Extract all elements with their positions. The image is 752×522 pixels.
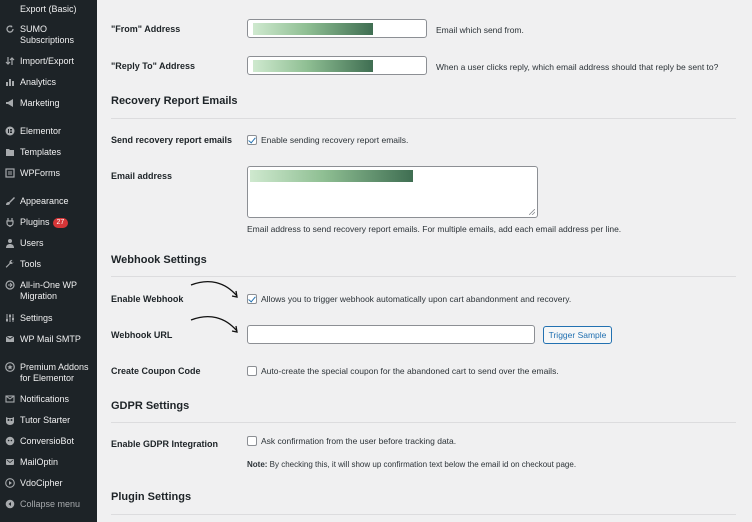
plugins-update-badge: 27	[53, 218, 69, 228]
sidebar-item-premium-addons[interactable]	[0, 362, 97, 384]
sidebar-item-templates[interactable]	[0, 147, 97, 158]
gdpr-settings-heading: GDPR Settings	[111, 400, 190, 412]
email-address-label: Email address	[111, 171, 173, 181]
sidebar-item-label: WP Mail SMTP	[20, 334, 81, 344]
section-divider	[111, 422, 736, 423]
user-icon	[5, 238, 15, 248]
send-recovery-checkbox[interactable]	[247, 135, 257, 145]
section-divider	[111, 276, 736, 277]
reply-to-description: When a user clicks reply, which email address should that reply be sent to?	[436, 62, 719, 72]
collapse-icon	[5, 499, 15, 509]
envelope-icon	[5, 394, 15, 404]
sidebar-item-marketing[interactable]	[0, 98, 97, 109]
refresh-icon	[5, 24, 15, 34]
reply-to-label: "Reply To" Address	[111, 61, 196, 71]
collapse-menu-label: Collapse menu	[20, 499, 81, 509]
enable-gdpr-label: Enable GDPR Integration	[111, 439, 219, 449]
gdpr-note-text: By checking this, it will show up confirmation text below the email id on checkout page.	[267, 460, 577, 469]
gdpr-note	[247, 460, 576, 469]
sidebar-item-label: ConversioBot	[20, 436, 75, 446]
sidebar-item-label: MailOptin	[20, 457, 59, 467]
elementor-icon	[5, 126, 15, 136]
settings-sliders-icon	[5, 313, 15, 323]
reply-to-input[interactable]	[247, 56, 427, 75]
sidebar-item-label: Tutor Starter	[20, 415, 71, 425]
sidebar-item-settings[interactable]	[0, 313, 97, 324]
redacted-email	[250, 170, 413, 182]
wrench-icon	[5, 259, 15, 269]
create-coupon-label: Create Coupon Code	[111, 366, 201, 376]
sidebar-item-label: Import/Export	[20, 56, 75, 66]
sidebar-item-appearance[interactable]	[0, 196, 97, 207]
bar-chart-icon	[5, 77, 15, 87]
enable-gdpr-checkbox-label[interactable]: Ask confirmation from the user before tracking data.	[261, 436, 457, 446]
mailoptin-icon	[5, 457, 15, 467]
sidebar-item-label: Notifications	[20, 394, 70, 404]
from-address-description: Email which send from.	[436, 25, 524, 35]
enable-webhook-checkbox-label[interactable]: Allows you to trigger webhook automatically upon cart abandonment and recovery.	[261, 294, 572, 304]
plugin-settings-heading: Plugin Settings	[111, 491, 192, 503]
annotation-arrow-icon	[189, 315, 241, 337]
play-icon	[5, 478, 15, 488]
send-recovery-checkbox-label[interactable]: Enable sending recovery report emails.	[261, 135, 409, 145]
sidebar-item-label: Tools	[20, 259, 42, 269]
from-address-label: "From" Address	[111, 24, 181, 34]
sidebar-item-mailoptin[interactable]	[0, 457, 97, 468]
email-address-textarea[interactable]	[247, 166, 538, 218]
enable-webhook-checkbox[interactable]	[247, 294, 257, 304]
admin-sidebar	[0, 0, 97, 522]
paintbrush-icon	[5, 196, 15, 206]
sidebar-item-label: Plugins	[20, 217, 50, 227]
sidebar-item-tools[interactable]	[0, 259, 97, 270]
sidebar-item-import-export[interactable]	[0, 56, 97, 67]
sidebar-item-wpforms[interactable]	[0, 168, 97, 179]
mail-icon	[5, 334, 15, 344]
sidebar-item-notifications[interactable]	[0, 394, 97, 405]
enable-gdpr-checkbox[interactable]	[247, 436, 257, 446]
section-divider	[111, 514, 736, 515]
webhook-url-label: Webhook URL	[111, 330, 173, 340]
settings-content	[97, 0, 752, 522]
sidebar-item-tutor-starter[interactable]	[0, 415, 97, 426]
gdpr-note-bold: Note:	[247, 460, 268, 469]
sidebar-item-elementor[interactable]	[0, 126, 97, 137]
create-coupon-checkbox-label[interactable]: Auto-create the special coupon for the abandoned cart to send over the emails.	[261, 366, 559, 376]
recovery-report-heading: Recovery Report Emails	[111, 95, 238, 107]
resize-handle-icon[interactable]	[529, 209, 535, 215]
sidebar-item-label: Premium Addons for Elementor	[20, 362, 89, 383]
megaphone-icon	[5, 98, 15, 108]
trigger-sample-button[interactable]: Trigger Sample	[543, 326, 612, 344]
sidebar-item-label: Elementor	[20, 126, 62, 136]
sidebar-item-label: Settings	[20, 313, 53, 323]
sidebar-item-all-in-one-wp-migration[interactable]	[0, 280, 97, 302]
sidebar-item-export-basic[interactable]	[0, 4, 97, 15]
sidebar-item-plugins[interactable]	[0, 217, 97, 228]
enable-webhook-label: Enable Webhook	[111, 294, 184, 304]
create-coupon-checkbox[interactable]	[247, 366, 257, 376]
bot-icon	[5, 436, 15, 446]
sidebar-item-label: WPForms	[20, 168, 60, 178]
folder-icon	[5, 147, 15, 157]
owl-icon	[5, 415, 15, 425]
import-export-icon	[5, 56, 15, 66]
sidebar-item-sumo-subscriptions[interactable]	[0, 24, 97, 46]
sidebar-item-label: VdoCipher	[20, 478, 63, 488]
webhook-settings-heading: Webhook Settings	[111, 254, 207, 266]
form-icon	[5, 168, 15, 178]
send-recovery-label: Send recovery report emails	[111, 135, 233, 145]
from-address-input[interactable]	[247, 19, 427, 38]
migration-icon	[5, 280, 15, 290]
sidebar-item-label: All-in-One WP Migration	[20, 280, 77, 301]
sidebar-item-conversiobot[interactable]	[0, 436, 97, 447]
sidebar-item-label: Marketing	[20, 98, 60, 108]
sidebar-item-vdocipher[interactable]	[0, 478, 97, 489]
sidebar-item-label: Users	[20, 238, 44, 248]
sidebar-item-label: Templates	[20, 147, 62, 157]
redacted-email	[253, 60, 373, 72]
collapse-menu-button[interactable]	[0, 499, 97, 510]
sidebar-item-label: Appearance	[20, 196, 69, 206]
sidebar-item-label: Export (Basic)	[20, 4, 77, 14]
section-divider	[111, 118, 736, 119]
sidebar-item-analytics[interactable]	[0, 77, 97, 88]
webhook-url-input[interactable]	[247, 325, 535, 344]
sidebar-item-users[interactable]	[0, 238, 97, 249]
redacted-email	[253, 23, 373, 35]
sidebar-item-wp-mail-smtp[interactable]	[0, 334, 97, 345]
plug-icon	[5, 217, 15, 227]
email-address-description: Email address to send recovery report emails. For multiple emails, add each email address per line.	[247, 224, 622, 234]
premium-addons-icon	[5, 362, 15, 372]
sidebar-item-label: SUMO Subscriptions	[20, 24, 75, 45]
sidebar-item-label: Analytics	[20, 77, 57, 87]
annotation-arrow-icon	[189, 280, 241, 302]
